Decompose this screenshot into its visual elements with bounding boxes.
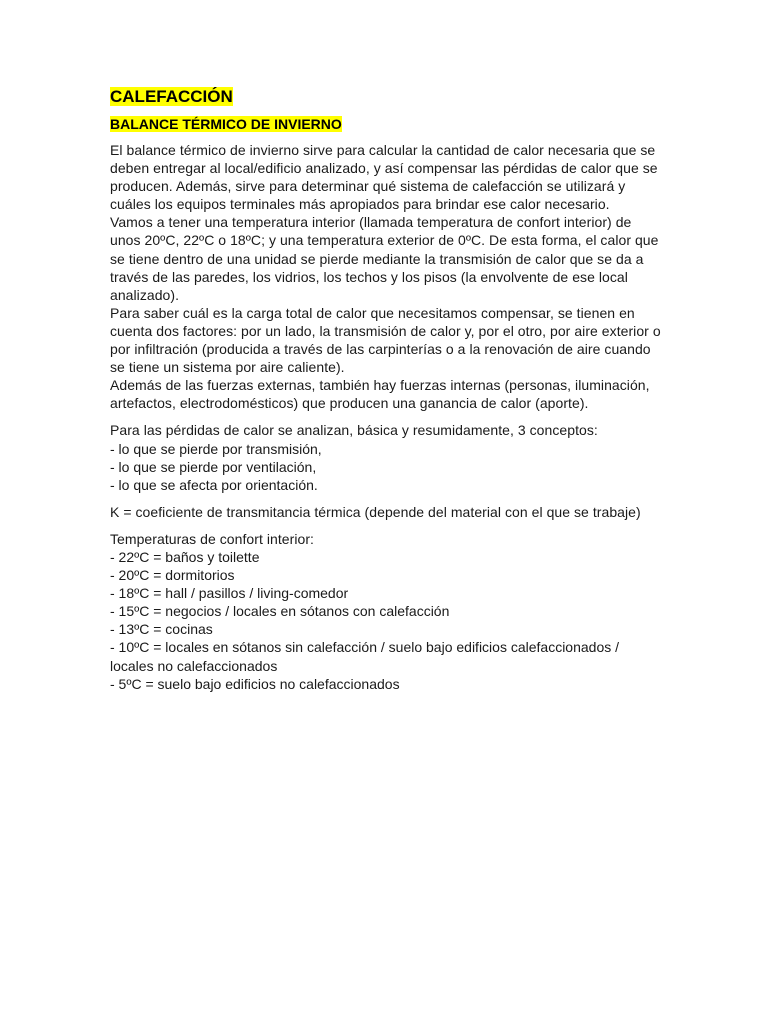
losses-section [110, 421, 662, 493]
list-item: - lo que se afecta por orientación. [110, 476, 318, 493]
list-item: - 10ºC = locales en sótanos sin calefacción / suelo bajo edificios calefaccionados / locales no calefaccionados [110, 639, 620, 674]
intro-section [110, 141, 662, 412]
list-item: - 15ºC = negocios / locales en sótanos con calefacción [110, 603, 450, 620]
paragraph-temperatures: Vamos a tener una temperatura interior (llamada temperatura de confort interior) de unos 20ºC, 22ºC o 18ºC; y una temperatura exterior de 0ºC. De esta forma, el calor que se tiene dentro de una unidad se pierde mediante la transmisión de calor que se da a través de las paredes, los vidrios, los techos y los pisos (la envolvente de ese local analizado). [110, 214, 659, 303]
list-item: - 20ºC = dormitorios [110, 567, 235, 584]
paragraph-balance-definition: El balance térmico de invierno sirve para calcular la cantidad de calor necesaria que se deben entregar al local/edificio analizado, y así compensar las pérdidas de calor que se producen. Además, sirve para determinar qué sistema de calefacción se utilizará y cuáles los equipos terminales más apropiados para brindar ese calor necesario. [110, 142, 658, 213]
document-subtitle-row [110, 115, 662, 133]
comfort-intro: Temperaturas de confort interior: [110, 530, 314, 547]
paragraph-internal-forces: Además de las fuerzas externas, también hay fuerzas internas (personas, iluminación, artefactos, electrodomésticos) que producen una ganancia de calor (aporte). [110, 377, 650, 412]
document-subtitle: BALANCE TÉRMICO DE INVIERNO [110, 116, 342, 132]
document-title: CALEFACCIÓN [110, 87, 233, 106]
document-page [110, 86, 662, 702]
losses-list [110, 440, 662, 494]
list-item: - 5ºC = suelo bajo edificios no calefaccionados [110, 675, 400, 692]
k-section [110, 503, 662, 521]
list-item: - lo que se pierde por ventilación, [110, 458, 317, 475]
paragraph-total-load: Para saber cuál es la carga total de calor que necesitamos compensar, se tienen en cuenta dos factores: por un lado, la transmisión de calor y, por el otro, por aire exterior o por infiltración (producida a través de las carpinterías o a la renovación de aire cuando se tiene un sistema por aire caliente). [110, 304, 661, 376]
document-title-row [110, 86, 662, 107]
comfort-list [110, 548, 662, 693]
list-item: - 18ºC = hall / pasillos / living-comedor [110, 585, 349, 602]
k-definition: K = coeficiente de transmitancia térmica (depende del material con el que se trabaje) [110, 503, 641, 520]
list-item: - 22ºC = baños y toilette [110, 548, 260, 565]
list-item: - lo que se pierde por transmisión, [110, 440, 322, 457]
losses-intro: Para las pérdidas de calor se analizan, básica y resumidamente, 3 conceptos: [110, 422, 598, 439]
comfort-section [110, 530, 662, 693]
list-item: - 13ºC = cocinas [110, 621, 213, 638]
